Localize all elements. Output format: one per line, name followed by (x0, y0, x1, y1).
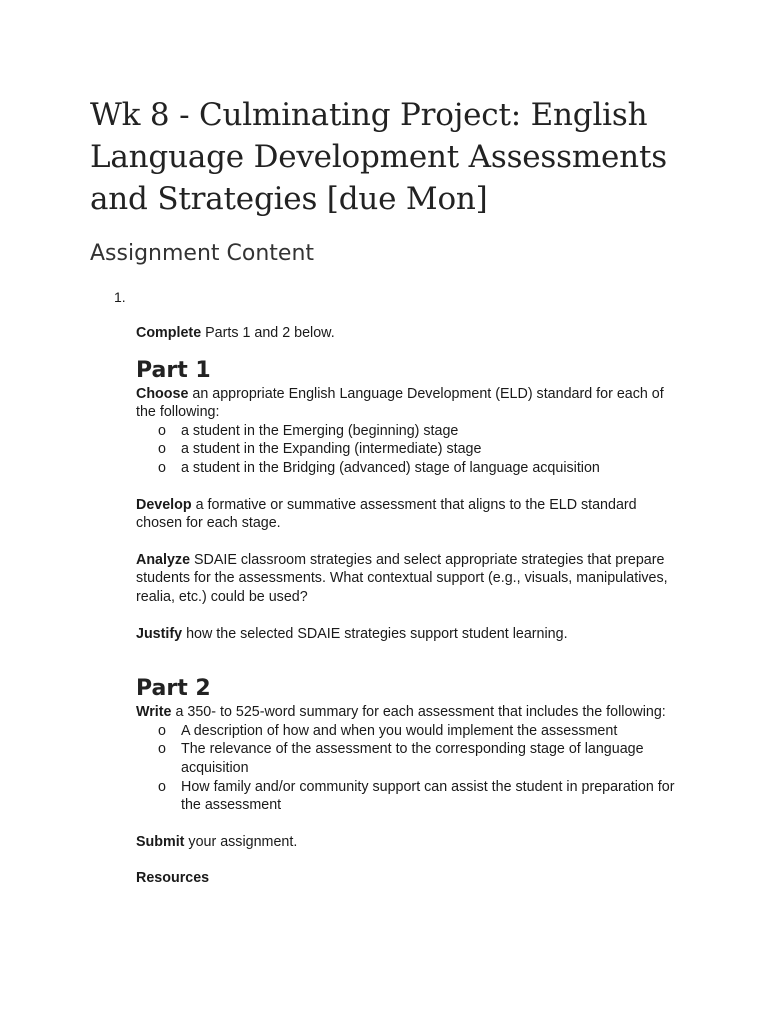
choose-text: an appropriate English Language Development (ELD) standard for each of the following: (136, 385, 664, 421)
submit-verb: Submit (136, 833, 185, 850)
justify-paragraph (136, 625, 681, 644)
submit-paragraph (136, 833, 681, 852)
develop-text: a formative or summative assessment that aligns to the ELD standard chosen for each stage. (136, 496, 637, 532)
justify-verb: Justify (136, 625, 183, 642)
list-item-text: The relevance of the assessment to the corresponding stage of language acquisition (181, 741, 644, 776)
list-item-text: a student in the Emerging (beginning) stage (181, 422, 459, 439)
choose-paragraph (136, 385, 681, 422)
list-item-text: How family and/or community support can assist the student in preparation for the assessment (181, 778, 675, 814)
analyze-verb: Analyze (136, 551, 191, 568)
develop-paragraph (136, 496, 681, 533)
part-2-heading: Part 2 (136, 676, 211, 702)
page-title: Wk 8 - Culminating Project: English Language Development Assessments and Strategies [due Mon] (90, 97, 667, 217)
intro-text: Parts 1 and 2 below. (201, 325, 335, 341)
bullet-marker: o (158, 722, 166, 739)
list-item (136, 740, 681, 777)
list-item (136, 459, 681, 478)
bullet-marker: o (158, 459, 166, 476)
assignment-body (136, 324, 681, 888)
part-2-summary-list (136, 722, 681, 815)
choose-verb: Choose (136, 385, 189, 402)
bullet-marker: o (158, 741, 166, 758)
submit-text: your assignment. (184, 833, 298, 850)
write-verb: Write (136, 704, 172, 721)
develop-verb: Develop (136, 496, 192, 513)
intro-paragraph (136, 324, 681, 343)
list-item-text: a student in the Expanding (intermediate) stage (181, 441, 482, 458)
list-item (136, 778, 681, 815)
bullet-marker: o (158, 778, 166, 795)
list-number: 1. (114, 289, 126, 305)
analyze-paragraph (136, 551, 681, 607)
justify-text: how the selected SDAIE strategies support student learning. (182, 625, 568, 642)
list-item (136, 422, 681, 441)
list-item-text: a student in the Bridging (advanced) stage of language acquisition (181, 459, 600, 476)
list-item (136, 722, 681, 741)
bullet-marker: o (158, 422, 166, 439)
analyze-text: SDAIE classroom strategies and select appropriate strategies that prepare students for the assessments. What contextual support (e.g., visuals, manipulatives, realia, etc.) could be used? (136, 551, 668, 605)
resources-heading: Resources (136, 870, 210, 887)
resources-paragraph (136, 869, 681, 888)
write-paragraph (136, 703, 681, 722)
list-item (136, 440, 681, 459)
intro-verb: Complete (136, 325, 202, 341)
assignment-content-heading: Assignment Content (90, 241, 315, 266)
part-1-stage-list (136, 422, 681, 478)
bullet-marker: o (158, 441, 166, 458)
write-text: a 350- to 525-word summary for each assessment that includes the following: (171, 704, 666, 721)
part-1-heading: Part 1 (136, 357, 211, 383)
list-item-text: A description of how and when you would implement the assessment (181, 722, 618, 739)
